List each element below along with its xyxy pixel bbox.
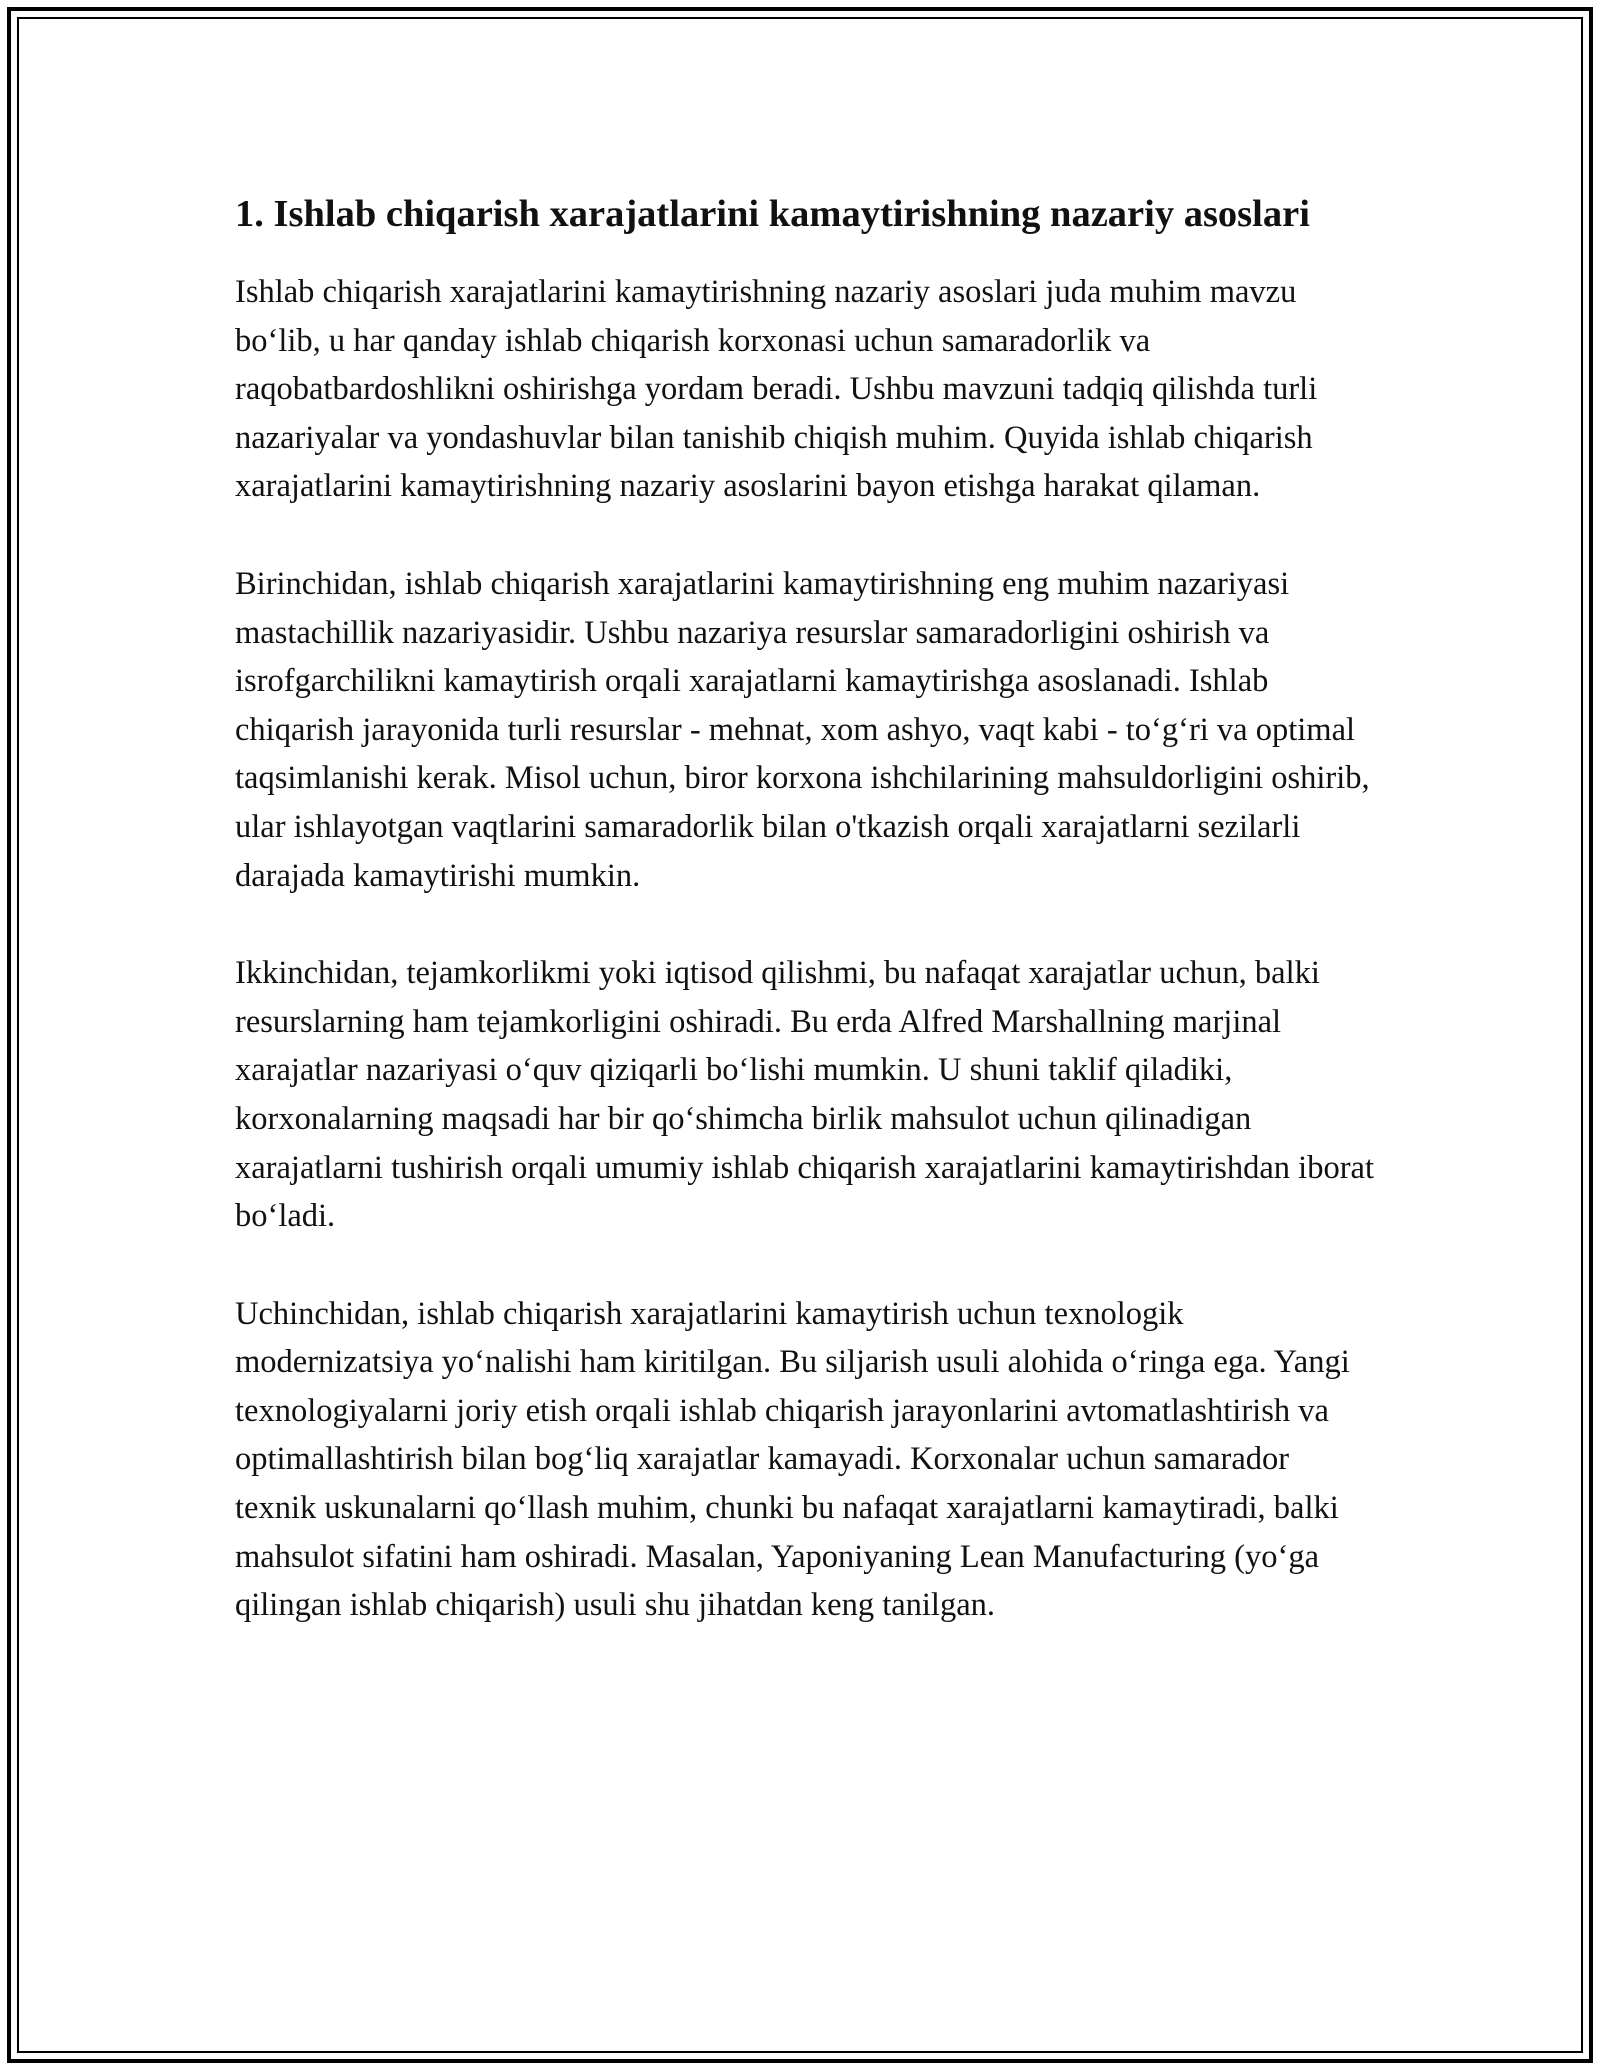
paragraph-third-point: Uchinchidan, ishlab chiqarish xarajatlarini kamaytirish uchun texnologik modernizatsiya yo‘nalishi ham kiritilgan. Bu siljarish usuli alohida o‘ringa ega. Yangi texnologiyalarni joriy etish orqali ishlab chiqarish jarayonlarini avtomatlashtirish va optimallashtirish bilan bog‘liq xarajatlar kamayadi. Korxonalar uchun samarador texnik uskunalarni qo‘llash muhim, chunki bu nafaqat xarajatlarni kamaytiradi, balki mahsulot sifatini ham oshiradi. Masalan, Yaponiyaning Lean Manufacturing (yo‘ga qilingan ishlab chiqarish) usuli shu jihatdan keng tanilgan. (235, 1295, 1350, 1624)
paragraph-first-point: Birinchidan, ishlab chiqarish xarajatlarini kamaytirishning eng muhim nazariyasi mastachillik nazariyasidir. Ushbu nazariya resurslar samaradorligini oshirish va isrofgarchilikni kamaytirish orqali xarajatlarni kamaytirishga asoslanadi. Ishlab chiqarish jarayonida turli resurslar - mehnat, xom ashyo, vaqt kabi - to‘g‘ri va optimal taqsimlanishi kerak. Misol uchun, biror korxona ishchilarining mahsuldorligini oshirib, ular ishlayotgan vaqtlarini samaradorlik bilan o'tkazish orqali xarajatlarni sezilarli darajada kamaytirishi mumkin. (235, 565, 1370, 894)
document-body (235, 186, 1375, 1679)
paragraph-intro: Ishlab chiqarish xarajatlarini kamaytirishning nazariy asoslari juda muhim mavzu bo‘lib, u har qanday ishlab chiqarish korxonasi uchun samaradorlik va raqobatbardoshlikni oshirishga yordam beradi. Ushbu mavzuni tadqiq qilishda turli nazariyalar va yondashuvlar bilan tanishib chiqish muhim. Quyida ishlab chiqarish xarajatlarini kamaytirishning nazariy asoslarini bayon etishga harakat qilaman. (235, 274, 1318, 505)
paragraph-second-point: Ikkinchidan, tejamkorlikmi yoki iqtisod qilishmi, bu nafaqat xarajatlar uchun, balki resurslarning ham tejamkorligini oshiradi. Bu erda Alfred Marshallning marjinal xarajatlar nazariyasi o‘quv qiziqarli bo‘lishi mumkin. U shuni taklif qiladiki, korxonalarning maqsadi har bir qo‘shimcha birlik mahsulot uchun qilinadigan xarajatlarni tushirish orqali umumiy ishlab chiqarish xarajatlarini kamaytirishdan iborat bo‘ladi. (235, 955, 1374, 1235)
section-heading: 1. Ishlab chiqarish xarajatlarini kamaytirishning nazariy asoslari (235, 193, 1310, 235)
